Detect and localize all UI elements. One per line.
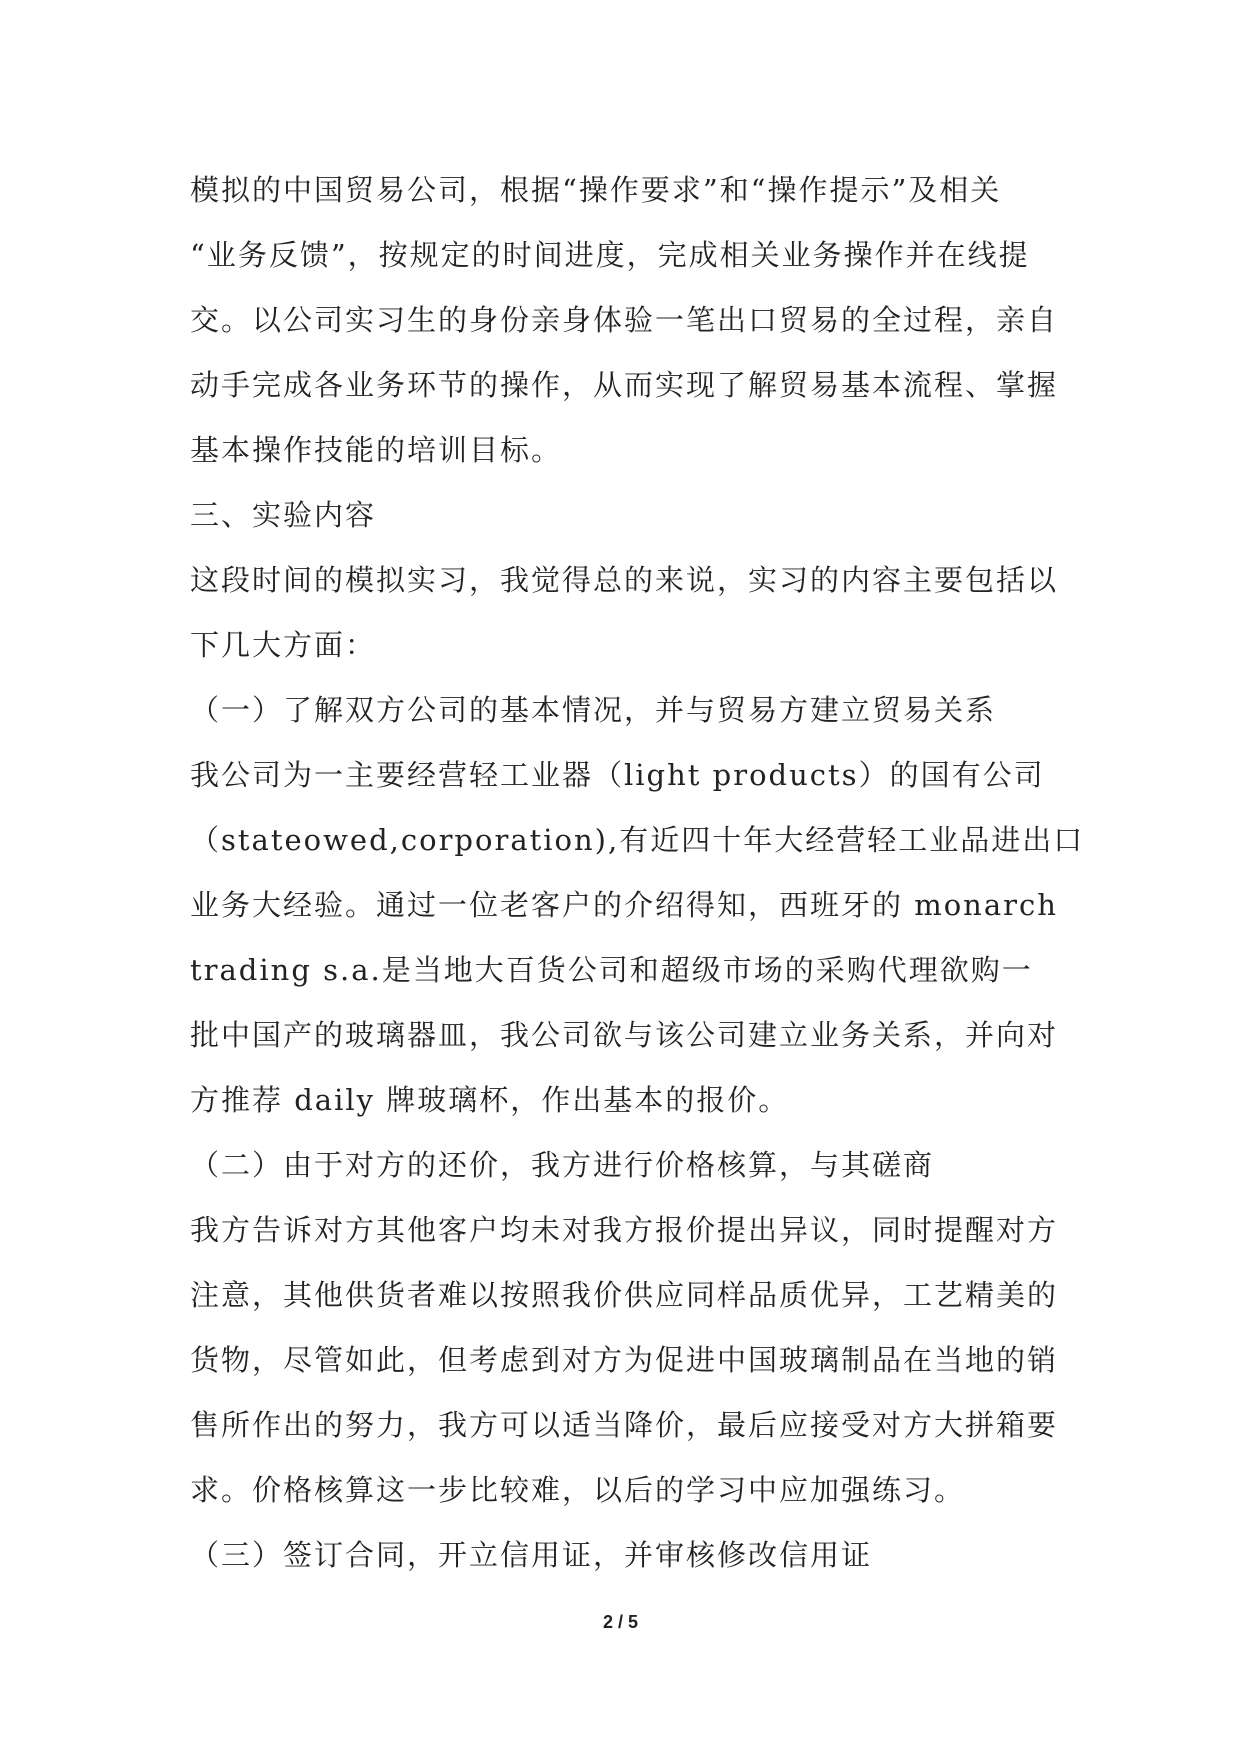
subsection-heading: （二）由于对方的还价，我方进行价格核算，与其磋商: [190, 1148, 935, 1182]
paragraph-line: 基本操作技能的培训目标。: [190, 433, 563, 467]
paragraph-line: 求。价格核算这一步比较难，以后的学习中应加强练习。: [190, 1473, 966, 1507]
paragraph-line: 这段时间的模拟实习，我觉得总的来说，实习的内容主要包括以: [190, 563, 1059, 597]
paragraph-line: 动手完成各业务环节的操作，从而实现了解贸易基本流程、掌握: [190, 368, 1059, 402]
paragraph-line: 我方告诉对方其他客户均未对我方报价提出异议，同时提醒对方: [190, 1213, 1059, 1247]
subsection-heading: （三）签订合同，开立信用证，并审核修改信用证: [190, 1538, 873, 1572]
paragraph-line: 交。以公司实习生的身份亲身体验一笔出口贸易的全过程，亲自: [190, 303, 1059, 337]
paragraph-line: 售所作出的努力，我方可以适当降价，最后应接受对方大拼箱要: [190, 1408, 1059, 1442]
paragraph-line: （stateowed,corporation),有近四十年大经营轻工业品进出口: [190, 823, 1085, 857]
section-heading: 三、实验内容: [190, 498, 377, 532]
paragraph-line: 方推荐 daily 牌玻璃杯，作出基本的报价。: [190, 1083, 790, 1117]
paragraph-line: 货物，尽管如此，但考虑到对方为促进中国玻璃制品在当地的销: [190, 1343, 1059, 1377]
page-number: 2 / 5: [602, 1612, 639, 1632]
paragraph-line: 模拟的中国贸易公司，根据“操作要求”和“操作提示”及相关: [190, 173, 1002, 207]
paragraph-line: “业务反馈”，按规定的时间进度，完成相关业务操作并在线提: [190, 238, 1030, 272]
paragraph-line: 我公司为一主要经营轻工业器（light products）的国有公司: [190, 758, 1045, 792]
document-body: [190, 158, 1085, 1588]
paragraph-line: 下几大方面：: [190, 628, 377, 662]
subsection-heading: （一）了解双方公司的基本情况，并与贸易方建立贸易关系: [190, 693, 997, 727]
paragraph-line: 注意，其他供货者难以按照我价供应同样品质优异，工艺精美的: [190, 1278, 1059, 1312]
paragraph-line: 业务大经验。通过一位老客户的介绍得知，西班牙的 monarch: [190, 888, 1058, 922]
paragraph-line: 批中国产的玻璃器皿，我公司欲与该公司建立业务关系，并向对: [190, 1018, 1059, 1052]
paragraph-line: trading s.a.是当地大百货公司和超级市场的采购代理欲购一: [190, 953, 1033, 987]
